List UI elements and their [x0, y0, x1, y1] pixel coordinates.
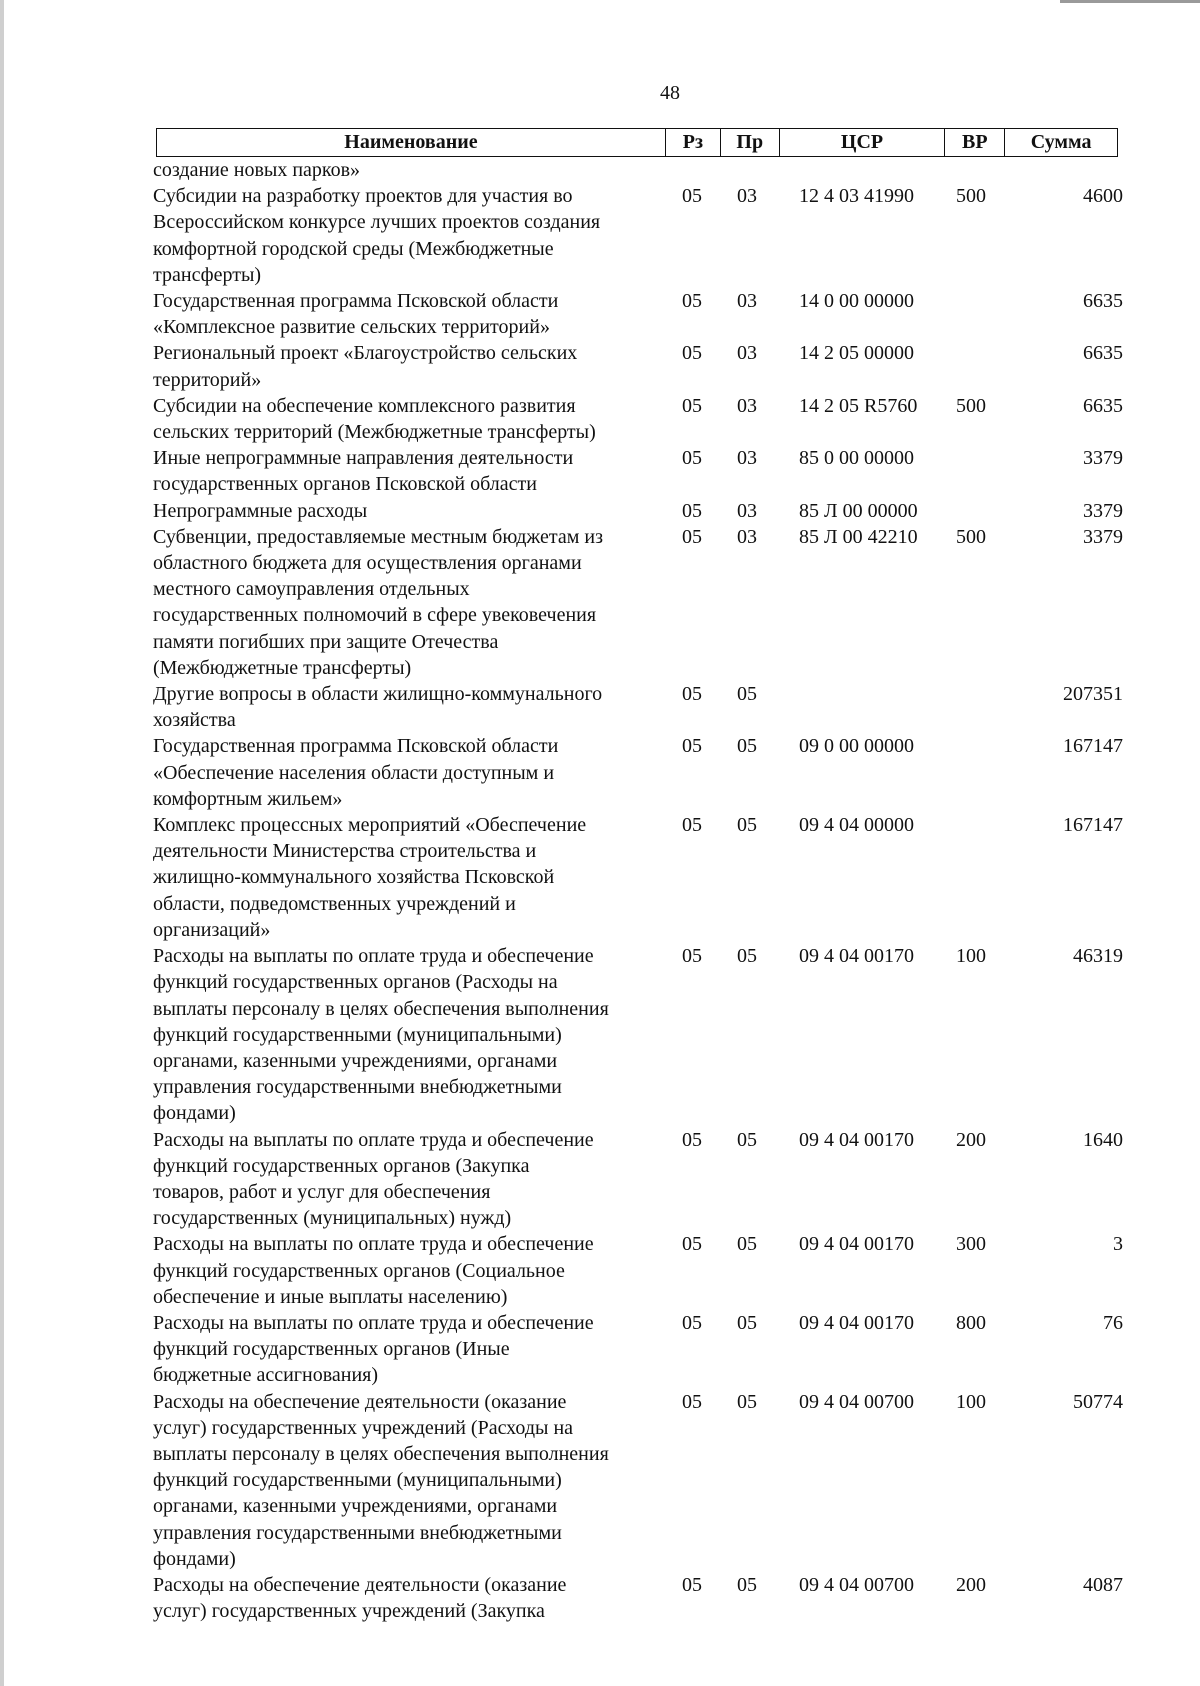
cell-sum: 6635	[1083, 290, 1123, 313]
cell-pr: 05	[737, 1311, 757, 1334]
cell-sum: 3	[1113, 1233, 1123, 1256]
cell-csr: 09 0 00 00000	[799, 735, 914, 758]
table-row	[153, 183, 1123, 288]
cell-rz: 05	[682, 394, 702, 417]
cell-pr: 03	[737, 342, 757, 365]
cell-name: Расходы на выплаты по оплате труда и обеспечение функций государственных органов (Расходы на выплаты персоналу в целях обеспечения выполнения функций государственными (муниципальными) органами, казенными учреждениями, органами управления государственными внебюджетными фондами)	[153, 945, 609, 1125]
cell-rz: 05	[682, 1573, 702, 1596]
cell-pr: 05	[737, 1128, 757, 1151]
cell-csr: 12 4 03 41990	[799, 185, 914, 208]
table-row	[153, 1572, 1123, 1624]
cell-rz: 05	[682, 499, 702, 522]
header-vr: ВР	[945, 129, 1005, 156]
cell-sum: 4600	[1083, 185, 1123, 208]
cell-name: Комплекс процессных мероприятий «Обеспечение деятельности Министерства строительства и жилищно-коммунального хозяйства Псковской области, подведомственных учреждений и организаций»	[153, 814, 587, 941]
table-row	[153, 524, 1123, 681]
cell-pr: 05	[737, 1233, 757, 1256]
cell-sum: 46319	[1073, 945, 1123, 968]
table-header	[156, 128, 1118, 157]
cell-rz: 05	[682, 290, 702, 313]
cell-name: Непрограммные расходы	[153, 499, 368, 522]
cell-sum: 6635	[1083, 394, 1123, 417]
cell-rz: 05	[682, 814, 702, 837]
cell-pr: 03	[737, 447, 757, 470]
table-body	[153, 157, 1123, 1624]
header-pr: Пр	[721, 129, 780, 156]
table-row	[153, 1231, 1123, 1310]
cell-pr: 05	[737, 1390, 757, 1413]
cell-name: Иные непрограммные направления деятельности государственных органов Псковской области	[153, 447, 574, 496]
cell-rz: 05	[682, 1233, 702, 1256]
cell-rz: 05	[682, 945, 702, 968]
cell-csr: 14 2 05 R5760	[799, 394, 918, 417]
cell-pr: 03	[737, 525, 757, 548]
cell-csr: 14 2 05 00000	[799, 342, 914, 365]
cell-csr: 09 4 04 00170	[799, 945, 914, 968]
table-row	[153, 498, 1123, 524]
table-row	[153, 1127, 1123, 1232]
scan-edge-left	[0, 0, 4, 1686]
cell-name: Государственная программа Псковской области «Обеспечение населения области доступным и комфортным жильем»	[153, 735, 559, 810]
table-row	[153, 812, 1123, 943]
cell-pr: 03	[737, 394, 757, 417]
header-rz: Рз	[666, 129, 721, 156]
cell-pr: 05	[737, 945, 757, 968]
table-row	[153, 733, 1123, 812]
cell-name: Расходы на выплаты по оплате труда и обеспечение функций государственных органов (Социальное обеспечение и иные выплаты населению)	[153, 1233, 594, 1308]
cell-sum: 50774	[1073, 1390, 1123, 1413]
cell-name: Расходы на обеспечение деятельности (оказание услуг) государственных учреждений (Закупка	[153, 1573, 567, 1623]
cell-vr: 200	[956, 1573, 986, 1596]
cell-rz: 05	[682, 342, 702, 365]
page-number: 48	[660, 82, 680, 104]
cell-vr: 100	[956, 1390, 986, 1413]
scan-edge-top	[1060, 0, 1200, 3]
cell-csr: 09 4 04 00700	[799, 1573, 914, 1596]
cell-vr: 800	[956, 1311, 986, 1334]
cell-vr: 200	[956, 1128, 986, 1151]
cell-rz: 05	[682, 1390, 702, 1413]
cell-csr: 09 4 04 00170	[799, 1128, 914, 1151]
cell-rz: 05	[682, 1311, 702, 1334]
table-row	[153, 1389, 1123, 1572]
cell-rz: 05	[682, 525, 702, 548]
cell-csr: 09 4 04 00170	[799, 1311, 914, 1334]
header-sum: Сумма	[1030, 131, 1092, 153]
cell-csr: 85 Л 00 00000	[799, 499, 918, 522]
cell-name: Региональный проект «Благоустройство сельских территорий»	[153, 342, 578, 391]
cell-pr: 03	[737, 185, 757, 208]
cell-name: Расходы на обеспечение деятельности (оказание услуг) государственных учреждений (Расходы на выплаты персоналу в целях обеспечения выполнения функций государственными (муниципальными) органами, казенными учреждениями, органами управления государственными внебюджетными фондами)	[153, 1390, 609, 1570]
cell-vr: 100	[956, 945, 986, 968]
cell-pr: 03	[737, 499, 757, 522]
cell-name: Субсидии на обеспечение комплексного развития сельских территорий (Межбюджетные трансферты)	[153, 394, 596, 444]
cell-sum: 167147	[1063, 814, 1123, 837]
header-name: Наименование	[157, 129, 666, 156]
cell-sum: 3379	[1083, 499, 1123, 522]
cell-name: создание новых парков»	[153, 159, 361, 181]
cell-csr: 09 4 04 00700	[799, 1390, 914, 1413]
cell-name: Расходы на выплаты по оплате труда и обеспечение функций государственных органов (Закупка товаров, работ и услуг для обеспечения государственных (муниципальных) нужд)	[153, 1128, 594, 1230]
table-row	[153, 157, 1123, 183]
header-csr: ЦСР	[780, 129, 946, 156]
table-row	[153, 340, 1123, 392]
cell-vr: 500	[956, 525, 986, 548]
cell-rz: 05	[682, 185, 702, 208]
cell-sum: 167147	[1063, 735, 1123, 758]
cell-csr: 85 Л 00 42210	[799, 525, 918, 548]
table-row	[153, 681, 1123, 733]
cell-pr: 05	[737, 735, 757, 758]
cell-name: Расходы на выплаты по оплате труда и обеспечение функций государственных органов (Иные бюджетные ассигнования)	[153, 1311, 594, 1387]
cell-sum: 76	[1103, 1311, 1123, 1334]
table-row	[153, 943, 1123, 1126]
cell-pr: 05	[737, 814, 757, 837]
cell-csr: 14 0 00 00000	[799, 290, 914, 313]
cell-vr: 500	[956, 394, 986, 417]
cell-rz: 05	[682, 735, 702, 758]
cell-pr: 03	[737, 290, 757, 313]
table-row	[153, 288, 1123, 340]
cell-pr: 05	[737, 1573, 757, 1596]
cell-sum: 6635	[1083, 342, 1123, 365]
cell-name: Субсидии на разработку проектов для участия во Всероссийском конкурсе лучших проектов создания комфортной городской среды (Межбюджетные трансферты)	[153, 185, 601, 286]
cell-sum: 4087	[1083, 1573, 1123, 1596]
cell-rz: 05	[682, 683, 702, 706]
table-row	[153, 1310, 1123, 1389]
cell-rz: 05	[682, 1128, 702, 1151]
cell-sum: 207351	[1063, 683, 1123, 706]
table-row	[153, 445, 1123, 497]
cell-csr: 09 4 04 00170	[799, 1233, 914, 1256]
cell-sum: 3379	[1083, 525, 1123, 548]
table-row	[153, 393, 1123, 445]
cell-sum: 1640	[1083, 1128, 1123, 1151]
cell-rz: 05	[682, 447, 702, 470]
cell-csr: 85 0 00 00000	[799, 447, 914, 470]
cell-pr: 05	[737, 683, 757, 706]
cell-name: Другие вопросы в области жилищно-коммунального хозяйства	[153, 683, 603, 732]
cell-csr: 09 4 04 00000	[799, 814, 914, 837]
cell-name: Субвенции, предоставляемые местным бюджетам из областного бюджета для осуществления органами местного самоуправления отдельных государственных полномочий в сфере увековечения памяти погибших при защите Отечества (Межбюджетные трансферты)	[153, 525, 603, 679]
cell-vr: 300	[956, 1233, 986, 1256]
cell-name: Государственная программа Псковской области «Комплексное развитие сельских территорий»	[153, 290, 559, 339]
cell-vr: 500	[956, 185, 986, 208]
cell-sum: 3379	[1083, 447, 1123, 470]
